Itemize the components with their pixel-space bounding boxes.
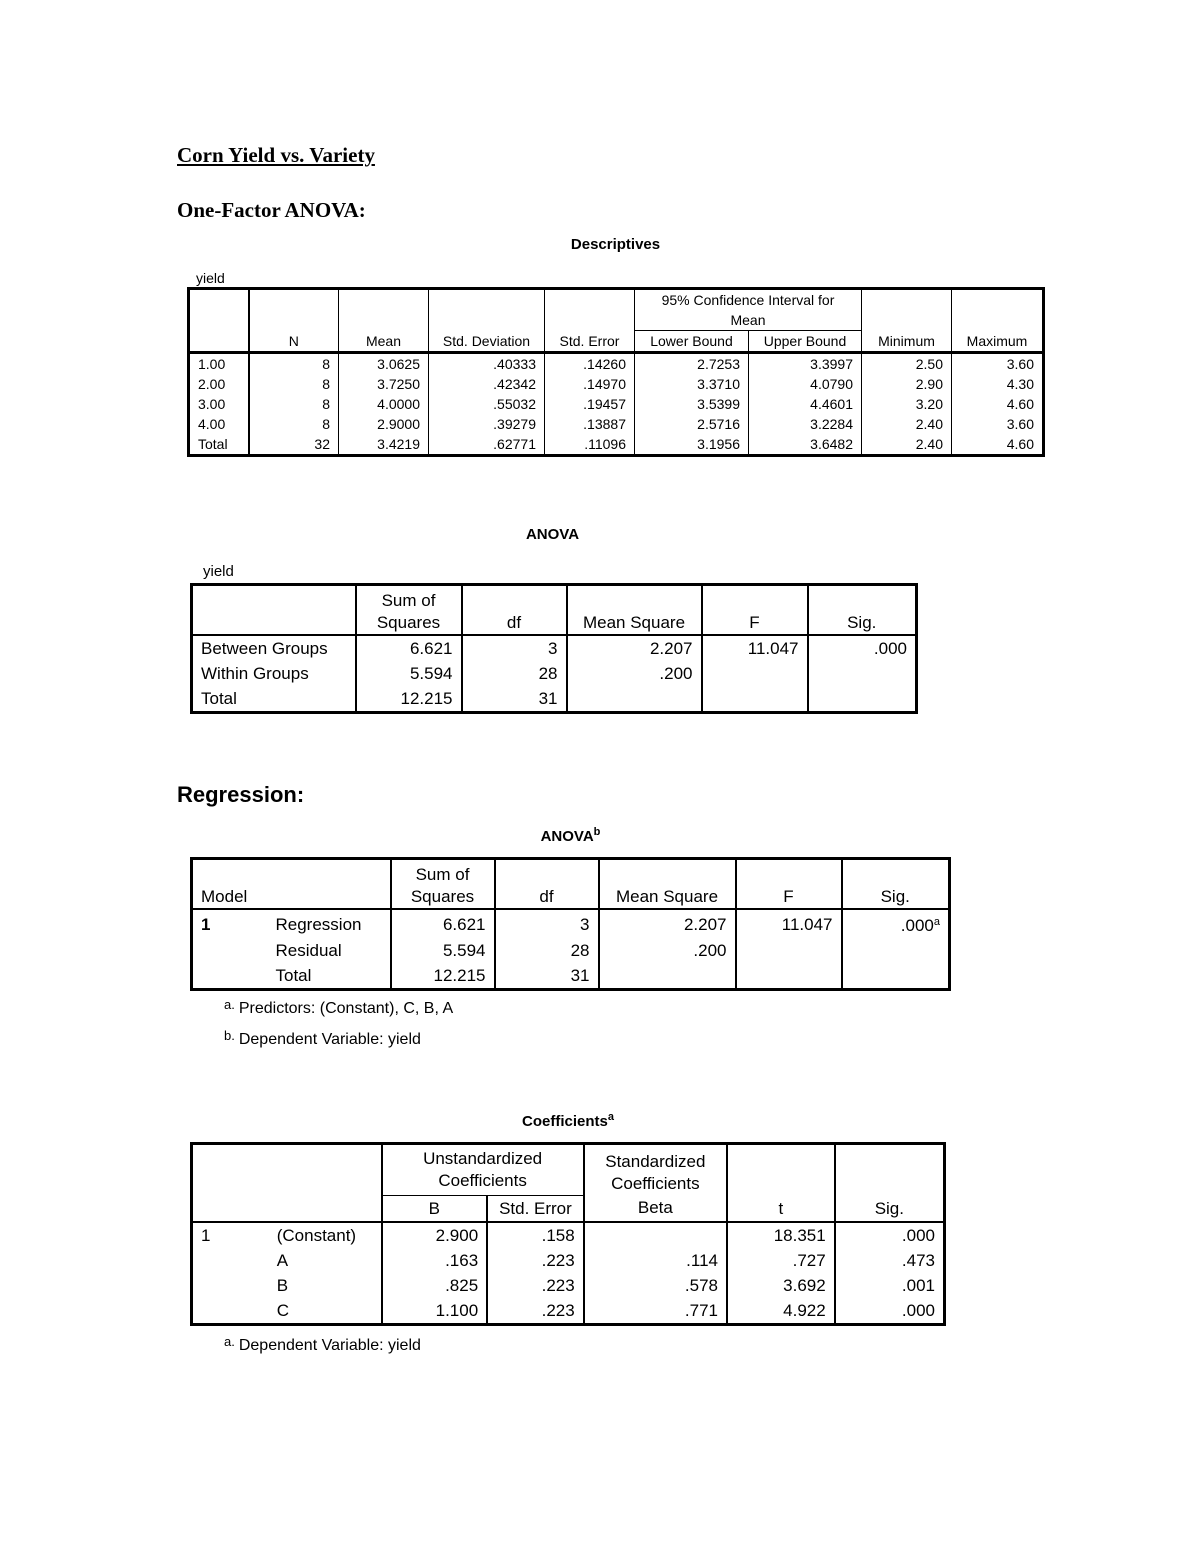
cell-ms: 2.207 <box>567 635 702 661</box>
cell-sig: .000 <box>835 1222 945 1248</box>
header-f: F <box>736 859 842 910</box>
header-std-line1: Standardized <box>605 1152 706 1171</box>
cell-std-error: .19457 <box>545 394 635 414</box>
cell-mean: 3.7250 <box>339 374 429 394</box>
coefficients-caption-sup: a <box>607 1111 614 1123</box>
table-row <box>192 1298 945 1325</box>
cell-std-error: .11096 <box>545 434 635 456</box>
header-sig: Sig. <box>808 585 917 636</box>
cell-b: .825 <box>382 1273 488 1298</box>
anova-header-row <box>192 585 917 636</box>
cell-std-error: .14970 <box>545 374 635 394</box>
header-standardized <box>584 1144 727 1196</box>
row-label: A <box>276 1250 289 1270</box>
descriptives-table <box>187 287 1045 457</box>
header-std-error: Std. Error <box>487 1195 584 1222</box>
cell-ss: 12.215 <box>356 686 462 713</box>
descriptives-variable-label: yield <box>196 270 225 286</box>
header-t: t <box>727 1144 835 1222</box>
table-row <box>192 1222 945 1248</box>
cell-ms: .200 <box>599 938 736 963</box>
table-row <box>192 1248 945 1273</box>
cell-maximum: 3.60 <box>952 414 1044 434</box>
row-label: 4.00 <box>189 414 249 434</box>
header-upper-bound: Upper Bound <box>749 331 862 353</box>
header-ss-line1: Sum of <box>381 591 436 610</box>
row-label: 3.00 <box>189 394 249 414</box>
footnote-mark: b. <box>224 1028 235 1043</box>
cell-sig: .473 <box>835 1248 945 1273</box>
document-title: Corn Yield vs. Variety <box>177 143 375 167</box>
header-maximum: Maximum <box>952 289 1044 353</box>
cell-sig <box>842 938 950 963</box>
section-title-regression: Regression: <box>177 782 305 807</box>
cell-df: 31 <box>462 686 567 713</box>
cell-std-deviation: .42342 <box>429 374 545 394</box>
table-row <box>192 938 950 963</box>
row-label: C <box>276 1300 289 1320</box>
header-df: df <box>462 585 567 636</box>
table-row <box>189 394 1044 414</box>
cell-maximum: 4.30 <box>952 374 1044 394</box>
header-beta: Beta <box>584 1195 727 1222</box>
cell-maximum: 3.60 <box>952 353 1044 375</box>
row-label: Within Groups <box>201 664 309 683</box>
cell-std-error: .223 <box>487 1248 584 1273</box>
cell-lower-bound: 3.1956 <box>635 434 749 456</box>
header-sig: Sig. <box>835 1144 945 1222</box>
row-label: Between Groups <box>201 639 328 658</box>
table-row <box>192 661 917 686</box>
cell-sig-value: .000 <box>900 916 934 935</box>
blank-cell <box>192 1248 269 1273</box>
cell-maximum: 4.60 <box>952 434 1044 456</box>
table-row <box>192 635 917 661</box>
header-unstandardized <box>382 1144 584 1196</box>
cell-df: 3 <box>495 909 599 938</box>
cell-beta: .771 <box>584 1298 727 1325</box>
cell-ms: .200 <box>567 661 702 686</box>
header-blank <box>269 1144 382 1222</box>
table-row <box>192 686 917 713</box>
cell-std-deviation: .39279 <box>429 414 545 434</box>
header-ss-line2: Squares <box>376 613 441 632</box>
cell-sig <box>808 686 917 713</box>
footnote-dependent-variable <box>224 1028 421 1049</box>
footnote-predictors <box>224 997 453 1018</box>
cell-minimum: 2.40 <box>862 414 952 434</box>
cell-ss: 12.215 <box>391 963 495 990</box>
header-f: F <box>702 585 808 636</box>
cell-mean: 2.9000 <box>339 414 429 434</box>
cell-ss: 5.594 <box>356 661 462 686</box>
header-ss-line2: Squares <box>410 887 475 906</box>
table-row <box>189 434 1044 456</box>
footnote-mark: a. <box>224 1334 235 1349</box>
cell-n: 8 <box>249 374 339 394</box>
cell-mean: 4.0000 <box>339 394 429 414</box>
cell-lower-bound: 3.5399 <box>635 394 749 414</box>
cell-sig: .000 <box>808 635 917 661</box>
cell-maximum: 4.60 <box>952 394 1044 414</box>
cell-sig <box>842 909 950 938</box>
cell-t: 4.922 <box>727 1298 835 1325</box>
header-mean-square: Mean Square <box>567 585 702 636</box>
header-n: N <box>249 289 339 353</box>
blank-cell <box>192 1273 269 1298</box>
cell-f: 11.047 <box>702 635 808 661</box>
cell-t: .727 <box>727 1248 835 1273</box>
coefficients-caption-text: Coefficients <box>522 1113 608 1130</box>
cell-ss: 6.621 <box>356 635 462 661</box>
blank-cell <box>192 938 268 963</box>
cell-df: 3 <box>462 635 567 661</box>
cell-n: 8 <box>249 353 339 375</box>
cell-std-error: .223 <box>487 1298 584 1325</box>
header-model: Model <box>192 859 268 910</box>
cell-sig <box>842 963 950 990</box>
cell-sig-sup: a <box>933 916 940 928</box>
header-unstd-line1: Unstandardized <box>423 1148 543 1168</box>
cell-f: 11.047 <box>736 909 842 938</box>
table-row <box>192 1273 945 1298</box>
blank-cell <box>192 963 268 990</box>
anova-variable-label: yield <box>203 563 234 580</box>
header-mean-square: Mean Square <box>599 859 736 910</box>
regression-anova-caption <box>190 826 951 845</box>
cell-std-error: .14260 <box>545 353 635 375</box>
footnote-text: Predictors: (Constant), C, B, A <box>238 1000 454 1017</box>
header-unstd-line2: Coefficients <box>438 1170 527 1190</box>
header-ss-line1: Sum of <box>415 865 470 884</box>
cell-upper-bound: 4.4601 <box>749 394 862 414</box>
regression-anova-caption-sup: b <box>593 826 601 838</box>
cell-ms <box>567 686 702 713</box>
header-sum-of-squares <box>391 859 495 910</box>
anova-table <box>190 583 918 714</box>
cell-n: 8 <box>249 414 339 434</box>
cell-minimum: 2.40 <box>862 434 952 456</box>
cell-f <box>736 938 842 963</box>
table-row <box>189 374 1044 394</box>
cell-upper-bound: 3.6482 <box>749 434 862 456</box>
row-label: Total <box>189 434 249 456</box>
section-title-anova: One-Factor ANOVA: <box>177 198 366 222</box>
cell-ss: 5.594 <box>391 938 495 963</box>
cell-lower-bound: 2.5716 <box>635 414 749 434</box>
header-sig: Sig. <box>842 859 950 910</box>
header-confidence-interval: 95% Confidence Interval for Mean <box>635 289 862 331</box>
cell-b: 1.100 <box>382 1298 488 1325</box>
header-std-error: Std. Error <box>545 289 635 353</box>
cell-beta: .114 <box>584 1248 727 1273</box>
header-blank <box>189 289 249 353</box>
cell-f <box>702 686 808 713</box>
row-label: B <box>276 1275 289 1295</box>
descriptives-header-row-1 <box>189 289 1044 331</box>
cell-std-error: .223 <box>487 1273 584 1298</box>
coefficients-caption <box>190 1111 946 1130</box>
header-blank <box>268 859 391 910</box>
cell-f <box>702 661 808 686</box>
cell-upper-bound: 4.0790 <box>749 374 862 394</box>
cell-lower-bound: 2.7253 <box>635 353 749 375</box>
cell-minimum: 3.20 <box>862 394 952 414</box>
header-mean: Mean <box>339 289 429 353</box>
cell-t: 3.692 <box>727 1273 835 1298</box>
cell-std-deviation: .55032 <box>429 394 545 414</box>
table-row <box>189 414 1044 434</box>
cell-minimum: 2.90 <box>862 374 952 394</box>
cell-sig: .000 <box>835 1298 945 1325</box>
cell-sig: .001 <box>835 1273 945 1298</box>
header-minimum: Minimum <box>862 289 952 353</box>
cell-upper-bound: 3.2284 <box>749 414 862 434</box>
cell-n: 8 <box>249 394 339 414</box>
model-number: 1 <box>201 914 211 934</box>
table-row <box>189 353 1044 375</box>
cell-ms: 2.207 <box>599 909 736 938</box>
cell-df: 28 <box>462 661 567 686</box>
table-row <box>192 963 950 990</box>
header-std-deviation: Std. Deviation <box>429 289 545 353</box>
cell-std-error: .158 <box>487 1222 584 1248</box>
cell-upper-bound: 3.3997 <box>749 353 862 375</box>
header-df: df <box>495 859 599 910</box>
row-label: Regression <box>275 914 362 934</box>
cell-mean: 3.0625 <box>339 353 429 375</box>
cell-lower-bound: 3.3710 <box>635 374 749 394</box>
model-number: 1 <box>201 1225 211 1245</box>
header-blank <box>192 585 356 636</box>
cell-t: 18.351 <box>727 1222 835 1248</box>
row-label: 2.00 <box>189 374 249 394</box>
anova-caption: ANOVA <box>525 526 580 543</box>
descriptives-caption: Descriptives <box>570 236 661 253</box>
footnote-text: Dependent Variable: yield <box>238 1031 421 1048</box>
cell-beta: .578 <box>584 1273 727 1298</box>
regression-anova-caption-text: ANOVA <box>540 828 594 845</box>
table-row <box>192 909 950 938</box>
cell-n: 32 <box>249 434 339 456</box>
cell-b: 2.900 <box>382 1222 488 1248</box>
cell-sig <box>808 661 917 686</box>
cell-df: 31 <box>495 963 599 990</box>
footnote-coefficients-dependent <box>224 1334 421 1355</box>
row-label: Residual <box>275 941 342 960</box>
header-b: B <box>382 1195 488 1222</box>
cell-beta <box>584 1222 727 1248</box>
header-sum-of-squares <box>356 585 462 636</box>
cell-std-deviation: .40333 <box>429 353 545 375</box>
cell-minimum: 2.50 <box>862 353 952 375</box>
cell-f <box>736 963 842 990</box>
row-label: (Constant) <box>276 1225 357 1245</box>
coefficients-header-row-1 <box>192 1144 945 1196</box>
cell-mean: 3.4219 <box>339 434 429 456</box>
cell-std-error: .13887 <box>545 414 635 434</box>
header-lower-bound: Lower Bound <box>635 331 749 353</box>
cell-df: 28 <box>495 938 599 963</box>
regression-anova-header-row <box>192 859 950 910</box>
header-model-cell <box>192 1144 269 1222</box>
cell-std-deviation: .62771 <box>429 434 545 456</box>
row-label: Total <box>201 689 237 708</box>
footnote-text: Dependent Variable: yield <box>238 1337 421 1354</box>
cell-ms <box>599 963 736 990</box>
row-label: Total <box>275 966 312 985</box>
header-std-line2: Coefficients <box>611 1174 700 1193</box>
regression-anova-table <box>190 857 951 991</box>
coefficients-table <box>190 1142 946 1326</box>
cell-ss: 6.621 <box>391 909 495 938</box>
footnote-mark: a. <box>224 997 235 1012</box>
cell-b: .163 <box>382 1248 488 1273</box>
blank-cell <box>192 1298 269 1325</box>
row-label: 1.00 <box>189 353 249 375</box>
